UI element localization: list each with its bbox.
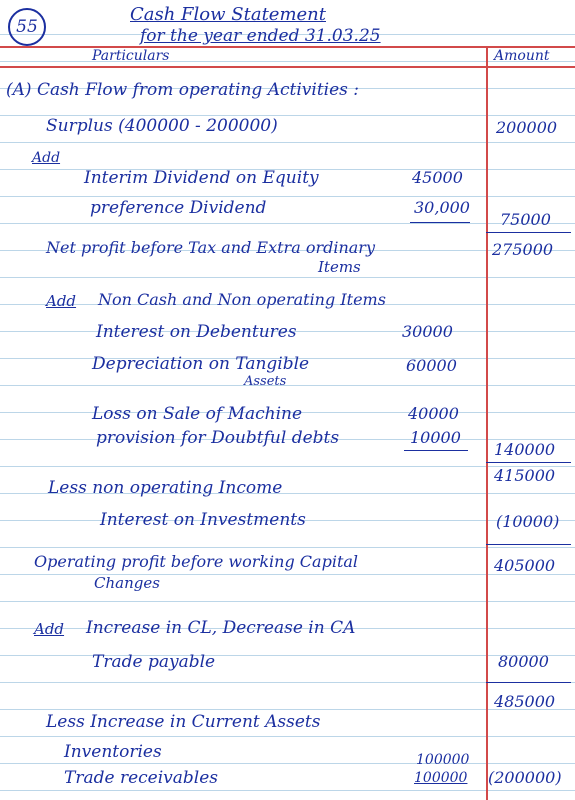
noncash-heading: Non Cash and Non operating Items [98,290,386,309]
interest-debentures-value: 30000 [402,322,453,341]
section-a-heading: (A) Cash Flow from operating Activities : [6,80,359,100]
surplus-label: Surplus (400000 - 200000) [46,116,278,136]
noncash-underline [404,450,468,451]
ca-total: (200000) [488,768,562,787]
nonop-rule [486,544,571,545]
trade-payable-label: Trade payable [92,652,216,672]
interest-investments-label: Interest on Investments [100,510,306,530]
trade-payable-amount: 80000 [498,652,549,671]
dividend-underline [410,222,470,223]
title-rule [0,46,575,48]
trade-receivables-value: 100000 [414,770,468,786]
loss-sale-label: Loss on Sale of Machine [92,404,303,424]
add-total: 75000 [500,210,551,229]
particulars-header: Particulars [92,48,170,64]
subtotal-1: 415000 [494,466,556,485]
interim-dividend-label: Interim Dividend on Equity [84,168,319,188]
add-noncash-label: Add [46,292,77,310]
inventories-value: 100000 [416,752,470,768]
preference-dividend-label: preference Dividend [90,198,267,218]
trade-payable-rule [486,682,571,683]
less-ca-label: Less Increase in Current Assets [46,712,321,732]
noncash-total-rule [486,462,571,463]
op-profit-label-cont: Changes [94,574,160,592]
header-rule [0,66,575,68]
depreciation-value: 60000 [406,356,457,375]
op-profit-amount: 405000 [494,556,556,575]
statement-subtitle: for the year ended 31.03.25 [140,26,381,46]
surplus-amount: 200000 [496,118,558,137]
depreciation-label-cont: Assets [244,374,287,389]
statement-title: Cash Flow Statement [130,4,326,25]
op-profit-label: Operating profit before working Capital [34,552,359,571]
interest-investments-amount: (10000) [496,512,560,531]
provision-value: 10000 [410,428,461,447]
inventories-label: Inventories [64,742,162,762]
add-cl-label: Add [34,620,65,638]
question-number: 55 [8,8,46,46]
add-total-rule [486,232,571,233]
amount-column-divider [486,48,488,800]
interim-dividend-value: 45000 [412,168,463,187]
add-cl-heading: Increase in CL, Decrease in CA [86,618,356,638]
interest-debentures-label: Interest on Debentures [96,322,297,342]
less-nonop-label: Less non operating Income [48,478,283,498]
npbt-label: Net profit before Tax and Extra ordinary [46,238,375,257]
depreciation-label: Depreciation on Tangible [92,354,310,374]
trade-receivables-label: Trade receivables [64,768,218,788]
noncash-total: 140000 [494,440,556,459]
loss-sale-value: 40000 [408,404,459,423]
preference-dividend-value: 30,000 [414,198,470,217]
npbt-amount: 275000 [492,240,554,259]
provision-label: provision for Doubtful debts [96,428,340,448]
npbt-label-cont: Items [318,258,361,276]
subtotal-2: 485000 [494,692,556,711]
amount-header: Amount [494,48,550,64]
add-label: Add [32,150,61,166]
